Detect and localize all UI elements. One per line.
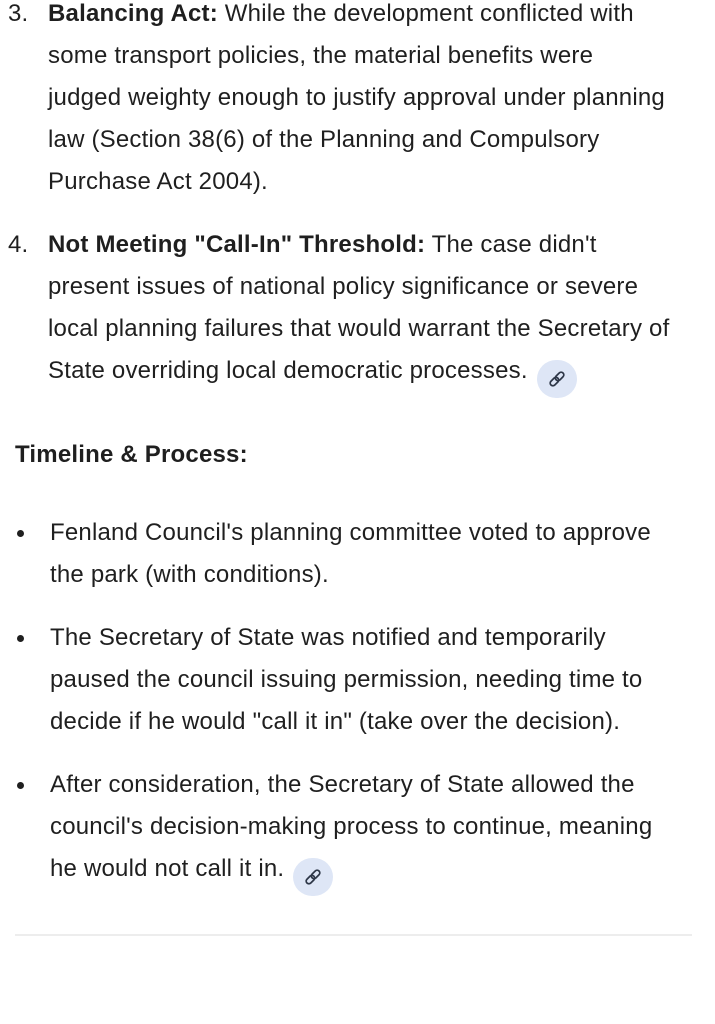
bullet-item-3 [8, 764, 695, 896]
item-bold-label: Not Meeting "Call-In" Threshold: [48, 231, 426, 258]
item-body-text: The Secretary of State was notified and temporarily paused the council issuing permission, needing time to decide if he would "call it in" (take over the decision). [50, 624, 643, 735]
source-link-chip[interactable] [293, 858, 333, 896]
bullet-column [8, 764, 50, 896]
list-number: 3. [8, 0, 29, 27]
section-heading: Timeline & Process: [15, 441, 248, 468]
bullet-item-text [50, 764, 672, 896]
item-body-text: While the development conflicted with some transport policies, the material benefits were judged weighty enough to justify approval under planning law (Section 38(6) of the Planning and Compulsory Purchase Act 2004). [48, 0, 665, 195]
section-divider [15, 934, 692, 936]
item-body-text: After consideration, the Secretary of State allowed the council's decision-making process to continue, meaning he would not call it in. [50, 771, 653, 882]
bullet-column [8, 617, 50, 743]
link-icon [547, 369, 567, 389]
numbered-item-text [48, 0, 670, 203]
bullet-marker [17, 635, 24, 642]
bullet-item-text [50, 617, 672, 743]
item-body-text: Fenland Council's planning committee voted to approve the park (with conditions). [50, 519, 651, 588]
numbered-item-text [48, 224, 670, 398]
bullet-marker [17, 782, 24, 789]
list-number: 4. [8, 231, 29, 258]
bullet-item-2 [8, 617, 695, 743]
item-body-text: The case didn't present issues of national policy significance or severe local planning failures that would warrant the Secretary of State overriding local democratic processes. [48, 231, 670, 384]
item-bold-label: Balancing Act: [48, 0, 218, 27]
bullet-item-1 [8, 512, 695, 596]
link-icon [303, 867, 323, 887]
source-link-chip[interactable] [537, 360, 577, 398]
bullet-item-text [50, 512, 672, 596]
numbered-item-3 [8, 0, 695, 203]
numbered-item-4 [8, 224, 695, 398]
bullet-column [8, 512, 50, 596]
bullet-marker [17, 530, 24, 537]
